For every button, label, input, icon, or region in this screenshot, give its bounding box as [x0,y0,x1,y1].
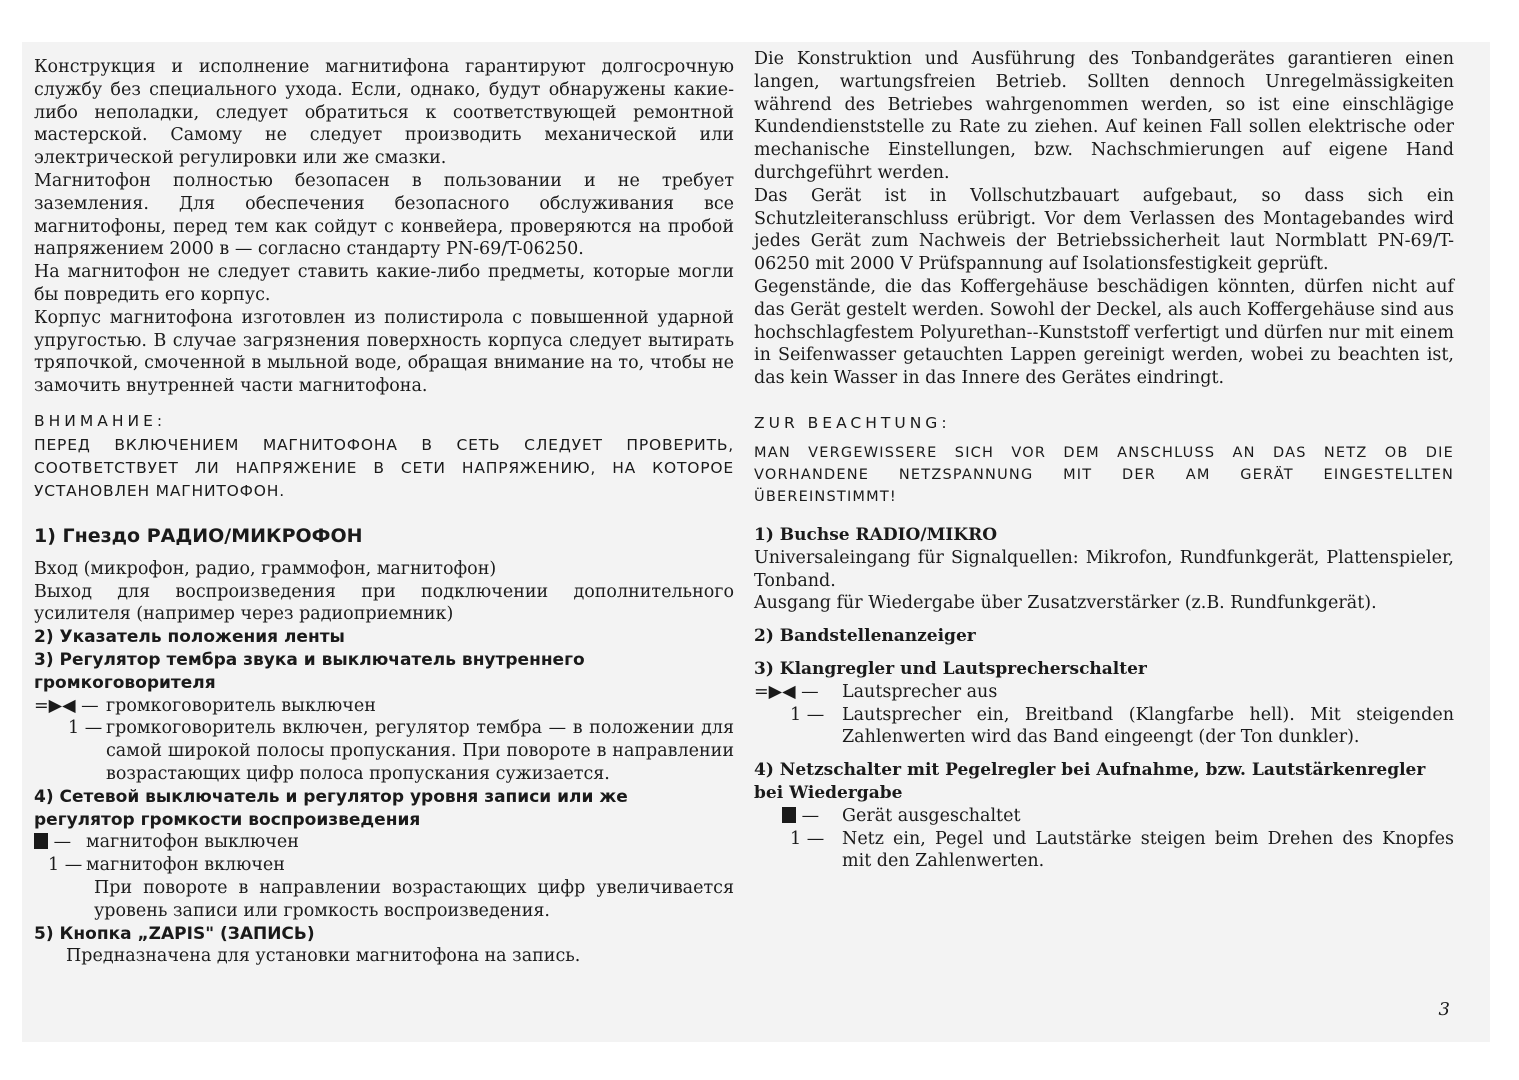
manual-page [22,42,1490,1042]
position-one-symbol: 1 — [48,855,83,876]
ru-intro-paragraph-2: Магнитофон полностью безопасен в пользовании и не требует заземления. Для обеспечения безопасного обслуживания все магнитофоны, перед тем как сойдут с конвейера, проверяются на пробой напряжением 2000 в — согласно стандарту PN-69/T-06250. [34,170,734,260]
de-section-1-output: Ausgang für Wiedergabe über Zusatzverstärker (z.B. Rundfunkgerät). [754,593,1377,614]
de-section-1-heading: 1) Buchse RADIO/MIKRO [754,524,998,545]
de-section-4-item-off-text: Gerät ausgeschaltet [842,805,1021,826]
ru-section-4-item-on-text: магнитофон включен [86,855,285,876]
de-warning-text: MAN VERGEWISSERE SICH VOR DEM ANSCHLUSS AN DAS NETZ OB DIE VORHANDENE NETZSPANNUNG MIT DER AM GERÄT EINGESTELLTEN ÜBEREINSTIMMT! [754,444,1454,505]
de-warning-heading: ZUR BEACHTUNG: [754,413,951,432]
ru-section-4-item-off [34,831,734,854]
ru-section-4-note: При повороте в направлении возрастающих цифр увеличивается уровень записи или громкость воспроизведения. [94,877,734,921]
ru-warning-text: ПЕРЕД ВКЛЮЧЕНИЕМ МАГНИТОФОНА В СЕТЬ СЛЕДУЕТ ПРОВЕРИТЬ, СООТВЕТСТВУЕТ ЛИ НАПРЯЖЕНИЕ В СЕТИ НАПРЯЖЕНИЮ, НА КОТОРОЕ УСТАНОВЛЕН МАГНИТОФОН. [34,435,734,500]
ru-section-4-heading: 4) Сетевой выключатель и регулятор уровня записи или же регулятор громкости воспроизведения [34,786,628,830]
ru-section-5-text: Предназначена для установки магнитофона на запись. [66,946,581,967]
de-section-4-item-off [754,805,1454,828]
ru-intro-paragraph-1: Конструкция и исполнение магнитифона гарантируют долгосрочную службу без специального ухода. Если, однако, будут обнаружены какие-либо неполадки, следует обратиться к соответствующей ремонтной мастерской. Самому не следует производить механической или электрической регулировки или же смазки. [34,57,734,169]
ru-section-1-heading: 1) Гнездо РАДИО/МИКРОФОН [34,524,363,547]
position-one-symbol: 1 — [790,828,825,849]
position-one-symbol: 1 — [790,704,825,725]
ru-section-3-item-on-text: громкоговоритель включен, регулятор тембра — в положении для самой широкой полосы пропускания. При повороте в направлении возрастающих цифр полоса пропускания сужизается. [106,718,734,784]
ru-section-4-item-off-text: магнитофон выключен [86,832,299,853]
speaker-off-symbol: =▶◀ — [754,681,819,702]
power-off-symbol: — [754,805,842,828]
speaker-off-symbol: =▶◀ — [34,695,99,716]
de-section-3-heading: 3) Klangregler und Lautsprecherschalter [754,658,1147,679]
de-section-2-heading: 2) Bandstellenanzeiger [754,626,976,647]
de-section-4-item-on [754,828,1454,874]
ru-section-5-heading: 5) Кнопка „ZAPIS" (ЗАПИСЬ) [34,923,315,944]
ru-section-1-input: Вход (микрофон, радио, граммофон, магнитофон) [34,558,497,579]
position-one-symbol: 1 — [68,718,103,739]
de-section-3-item-on [754,704,1454,750]
russian-column [34,56,734,968]
de-section-3-item-on-text: Lautsprecher ein, Breitband (Klangfarbe hell). Mit steigenden Zahlenwerten wird das Band eingeengt (der Ton dunkler). [842,704,1454,748]
ru-intro-paragraph-4: Корпус магнитофона изготовлен из полистирола с повышенной ударной упругостью. В случае загрязнения поверхность корпуса следует вытирать тряпочкой, смоченной в мыльной воде, обращая внимание на то, чтобы не замочить внутренней части магнитофона. [34,307,734,397]
german-column [754,48,1454,873]
de-intro-paragraph-3: Gegenstände, die das Koffergehäuse beschädigen könnten, dürfen nicht auf das Gerät gestelt werden. Sowohl der Deckel, als auch Koffergehäuse sind aus hochschlagfestem Polyurethan--Kunststoff verfertigt und dürfen nur mit einem in Seifenwasser getauchten Lappen gereinigt werden, wobei zu beachten ist, das kein Wasser in das Innere des Gerätes eindringt. [754,276,1454,389]
square-icon [34,833,48,849]
ru-section-2-heading: 2) Указатель положения ленты [34,627,345,648]
de-section-4-heading: 4) Netzschalter mit Pegelregler bei Aufnahme, bzw. Lautstärkenregler bei Wiedergabe [754,760,1426,803]
de-intro-paragraph-2: Das Gerät ist in Vollschutzbauart aufgebaut, so dass sich ein Schutzleiteranschluss erübrigt. Vor dem Verlassen des Montagebandes wird jedes Gerät zum Nachweis der Betriebssicherheit laut Normblatt PN-69/T-06250 mit 2000 V Prüfspannung auf Isolationsfestigkeit geprüft. [754,185,1454,275]
de-section-3-item-off [754,681,1454,704]
ru-section-4-item-on [34,854,734,877]
de-section-4-item-on-text: Netz ein, Pegel und Lautstärke steigen beim Drehen des Knopfes mit den Zahlenwerten. [842,828,1454,872]
de-section-1-input: Universaleingang für Signalquellen: Mikrofon, Rundfunkgerät, Plattenspieler, Tonband. [754,547,1454,591]
ru-section-3-item-on [34,717,734,785]
power-off-symbol: — [34,831,86,854]
ru-section-1-output: Выход для воспроизведения при подключении дополнительного усилителя (например через радиоприемник) [34,581,734,625]
ru-warning-heading: ВНИМАНИЕ: [34,411,167,430]
page-number: 3 [1438,999,1450,1020]
ru-section-3-heading: 3) Регулятор тембра звука и выключатель внутреннего громкоговорителя [34,649,585,693]
square-icon [782,807,796,823]
de-intro-paragraph-1: Die Konstruktion und Ausführung des Tonbandgerätes garantieren einen langen, wartungsfreien Betrieb. Sollten dennoch Unregelmässigkeiten während des Betriebes wahrgenommen werden, so ist eine einschlägige Kundendienststelle zu Rate zu ziehen. Auf keinen Fall sollen elektrische oder mechanische Einstellungen, bzw. Nachschmierungen auf eigene Hand durchgeführt werden. [754,49,1454,183]
de-section-3-item-off-text: Lautsprecher aus [842,681,998,702]
ru-section-3-item-off-text: громкоговоритель выключен [106,695,376,716]
ru-section-3-item-off [34,695,734,718]
ru-intro-paragraph-3: На магнитофон не следует ставить какие-либо предметы, которые могли бы повредить его корпус. [34,262,734,305]
